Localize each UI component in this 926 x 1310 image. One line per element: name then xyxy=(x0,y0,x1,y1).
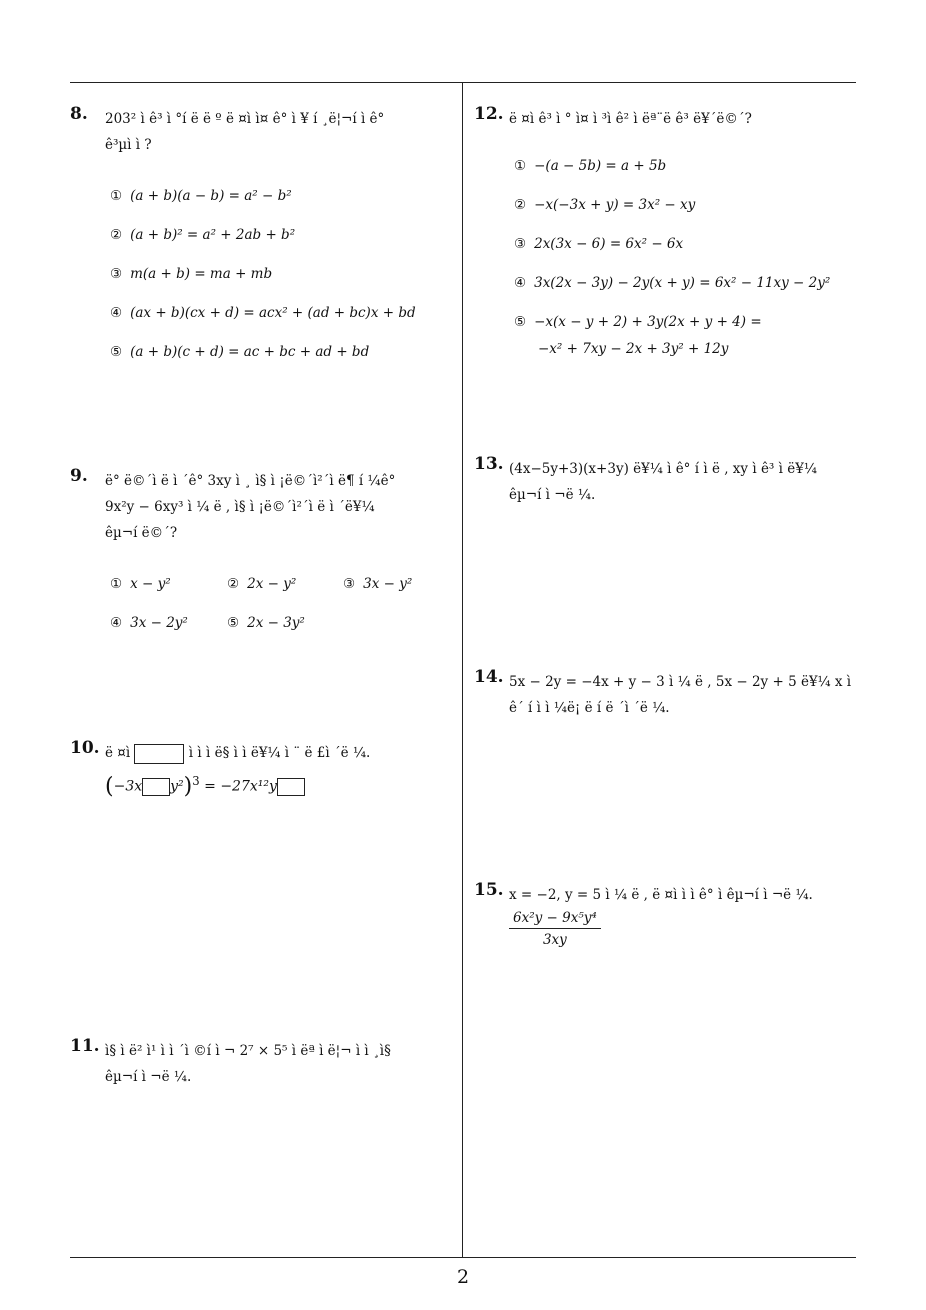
question-line: ê´ í ì ì ¼ë¡ ë í ë ´ì ´ë ¼. xyxy=(509,700,670,716)
question-number: 15. xyxy=(474,880,504,900)
option-5[interactable]: ⑤ −x(x − y + 2) + 3y(2x + y + 4) = xyxy=(514,314,762,330)
question-number: 11. xyxy=(70,1036,100,1056)
option-1[interactable]: ① x − y² xyxy=(110,576,171,592)
option-3[interactable]: ③ 3x − y² xyxy=(343,576,413,592)
option-1[interactable]: ① −(a − 5b) = a + 5b xyxy=(514,158,667,174)
answer-blank[interactable] xyxy=(142,778,170,796)
answer-blank[interactable] xyxy=(277,778,305,796)
question-line: êµ¬í ì ¬ë ¼. xyxy=(105,1069,192,1085)
question-expression: (−3x y²)$^3$ = −27x¹²y xyxy=(105,774,305,799)
question-fraction xyxy=(509,908,601,951)
question-line: ì§ ì ë² ì¹ ì ì ´ì ©í ì ¬ 2⁷ × 5⁵ ì ëª ì ë¦¬ ì ì ¸ì§ xyxy=(105,1043,391,1059)
question-number: 9. xyxy=(70,466,88,486)
option-4[interactable]: ④ (ax + b)(cx + d) = acx² + (ad + bc)x + bd xyxy=(110,305,416,321)
question-number: 13. xyxy=(474,454,504,474)
option-5[interactable]: ⑤ (a + b)(c + d) = ac + bc + ad + bd xyxy=(110,344,370,360)
option-2[interactable]: ② (a + b)² = a² + 2ab + b² xyxy=(110,227,296,243)
question-text: ë ¤ì ì ì ì ë§ ì ì ë¥¼ ì ¨ ë £ì ´ë ¼. xyxy=(105,740,370,766)
bottom-rule xyxy=(70,1257,856,1258)
question-line: êµ¬í ë©´? xyxy=(105,525,178,541)
question-number: 12. xyxy=(474,104,504,124)
option-3[interactable]: ③ 2x(3x − 6) = 6x² − 6x xyxy=(514,236,684,252)
option-5-continuation: −x² + 7xy − 2x + 3y² + 12y xyxy=(538,341,729,357)
fraction-denominator: 3xy xyxy=(542,932,567,948)
question-line: ê³µì ì ? xyxy=(105,137,152,153)
option-4[interactable]: ④ 3x(2x − 3y) − 2y(x + y) = 6x² − 11xy − 2y² xyxy=(514,275,831,291)
question-line: x = −2, y = 5 ì ¼ ë , ë ¤ì ì ì ê° ì êµ¬í ì ¬ë ¼. xyxy=(509,887,813,903)
question-text xyxy=(105,468,395,546)
question-line: ë ¤ì ê³ ì ° ì¤ ì ³ì ê² ì ëª¨ë ê³ ë¥´ë©´? xyxy=(509,111,752,127)
top-rule xyxy=(70,82,856,83)
question-number: 10. xyxy=(70,738,100,758)
option-2[interactable]: ② 2x − y² xyxy=(227,576,297,592)
question-line: 203² ì ê³ ì °í ë ë º ë ¤ì ì¤ ê° ì ¥ í ¸ë¦¬í ì ê° xyxy=(105,111,385,127)
option-4[interactable]: ④ 3x − 2y² xyxy=(110,615,188,631)
question-text xyxy=(509,106,752,132)
question-text xyxy=(105,1038,391,1090)
question-line: 9x²y − 6xy³ ì ¼ ë , ì§ ì ¡ë©´ì²´ì ë ì ´ë¥¼ xyxy=(105,499,375,515)
question-text xyxy=(509,882,813,908)
question-line: (4x−5y+3)(x+3y) ë¥¼ ì ê° í ì ë , xy ì ê³ ì ë¥¼ xyxy=(509,461,817,477)
option-5[interactable]: ⑤ 2x − 3y² xyxy=(227,615,305,631)
option-1[interactable]: ① (a + b)(a − b) = a² − b² xyxy=(110,188,292,204)
answer-blank[interactable] xyxy=(134,744,184,764)
question-text xyxy=(105,106,384,158)
question-text xyxy=(509,456,817,508)
column-divider xyxy=(462,83,463,1258)
question-line: 5x − 2y = −4x + y − 3 ì ¼ ë , 5x − 2y + 5 ë¥¼ x ì xyxy=(509,674,852,690)
question-number: 14. xyxy=(474,667,504,687)
option-3[interactable]: ③ m(a + b) = ma + mb xyxy=(110,266,273,282)
question-number: 8. xyxy=(70,104,88,124)
question-line: êµ¬í ì ¬ë ¼. xyxy=(509,487,596,503)
question-text xyxy=(509,669,851,721)
fraction-numerator: 6x²y − 9x⁵y⁴ xyxy=(509,908,601,929)
option-2[interactable]: ② −x(−3x + y) = 3x² − xy xyxy=(514,197,696,213)
page-number: 2 xyxy=(456,1266,470,1288)
question-line: ë° ë©´ì ë ì ´ê° 3xy ì ¸ ì§ ì ¡ë©´ì²´ì ë¶ í ¼ê° xyxy=(105,473,396,489)
